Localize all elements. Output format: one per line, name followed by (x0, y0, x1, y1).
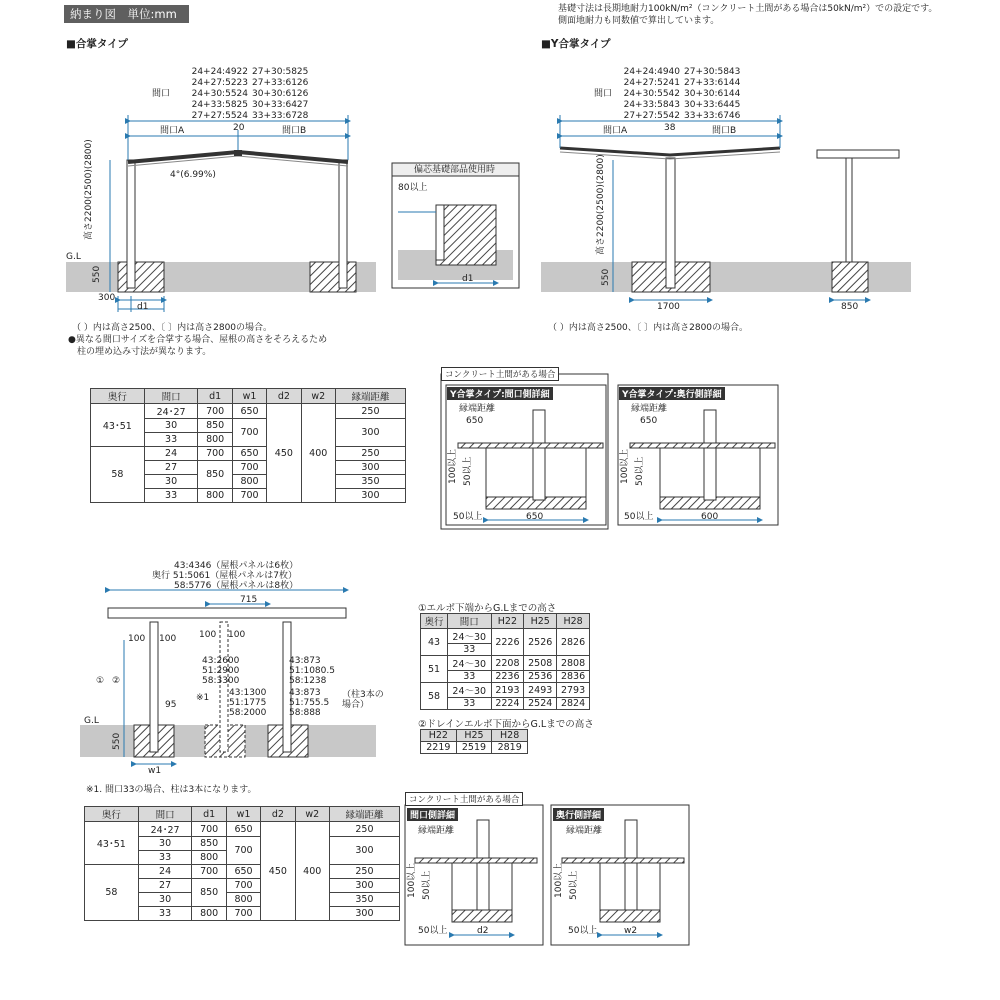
elbow-title: ①エルボ下端からG.Lまでの高さ (418, 603, 557, 614)
gassho-title: ■合掌タイプ (66, 38, 128, 50)
side-dim-58: 58:5776（屋根パネルは8枚） (174, 581, 299, 591)
foundation-right (310, 262, 356, 292)
y-height: 高さ2200(2500)(2800) (596, 154, 606, 255)
concrete-bottom-left-width: d2 (477, 926, 489, 936)
gassho-height: 高さ2200(2500)(2800) (84, 139, 94, 240)
concrete-bottom-w50-r: 50以上 (568, 926, 598, 936)
concrete-bottom-d50-l: 50以上 (422, 870, 432, 900)
side-dim-43: 43:4346（屋根パネルは6枚） (174, 561, 299, 571)
offset-box-dim: 80以上 (398, 183, 428, 193)
side-span-d: 43:873 51:755.5 58:888 (289, 688, 330, 718)
side-dim-51: 奥行 51:5061（屋根パネルは7枚） (152, 571, 297, 581)
side-span-a: 43:2600 51:2900 58:3300 (202, 656, 240, 686)
concrete-top-w50-r: 50以上 (624, 512, 654, 522)
gassho-label-b: 間口B (282, 126, 307, 136)
y-side-width: 850 (841, 302, 859, 312)
gassho-note-1: （ ）内は高さ2500、〔 〕内は高さ2800の場合。 (72, 323, 273, 333)
concrete-bottom-d100-l: 100以上 (407, 862, 417, 898)
concrete-top-d50-r: 50以上 (635, 456, 645, 486)
concrete-bottom-left-title: 間口側詳細 (407, 808, 458, 821)
spec-table-2: 奥行 間口 d1 w1 d2 w2 縁端距離 43･51 24･27 700 650 450 400 250 30 850 700 300 33 800 58 24 700 650 250 27 850 700 300 30 800 350 33 800 700 300 (84, 806, 400, 921)
side-d100d: 100 (228, 630, 246, 640)
concrete-top-left-width: 650 (526, 512, 544, 522)
gassho-dims-left: 24+24:4922 24+27:5223 24+30:5524 24+33:5825 27+27:5524 (191, 67, 248, 121)
y-label-a: 間口A (603, 126, 628, 136)
pillar-right (339, 160, 347, 288)
side-depth: 550 (112, 732, 122, 750)
y-center: 38 (664, 123, 676, 133)
drain-title: ②ドレインエルボ下面からG.Lまでの高さ (418, 719, 594, 730)
concrete-top-left-edge: 650 (466, 416, 484, 426)
concrete-top-right-edge: 650 (640, 416, 658, 426)
concrete-top-frame: コンクリート土間がある場合 (441, 367, 559, 381)
y-dims-right: 27+30:5843 27+33:6144 30+30:6144 30+33:6445 33+33:6746 (684, 67, 741, 121)
gassho-maguchi: 間口 (152, 89, 171, 99)
gassho-depth: 550 (92, 265, 102, 283)
header-title: 納まり図 単位:mm (64, 5, 189, 23)
concrete-top-right-width: 600 (701, 512, 719, 522)
side-c1: ① (96, 676, 105, 686)
side-span-b: 43:873 51:1080.5 58:1238 (289, 656, 335, 686)
concrete-bottom-right-width: w2 (624, 926, 638, 936)
gassho-dims-right: 27+30:5825 27+33:6126 30+30:6126 30+33:6427 33+33:6728 (252, 67, 309, 121)
side-span-c: 43:1300 51:1775 58:2000 (229, 688, 267, 718)
concrete-bottom-edge-r: 縁端距離 (566, 826, 603, 836)
side-footnote: ※1. 間口33の場合、柱は3本になります。 (86, 785, 257, 795)
offset-box-d1: d1 (462, 274, 474, 284)
concrete-bottom-right-title: 奥行側詳細 (553, 808, 604, 821)
gassho-label-a: 間口A (160, 126, 185, 136)
y-depth: 550 (601, 268, 611, 286)
y-dims-left: 24+24:4940 24+27:5241 24+30:5542 24+33:5843 27+27:5542 (623, 67, 680, 121)
concrete-bottom-frame: コンクリート土間がある場合 (405, 792, 523, 806)
concrete-top-d100-r: 100以上 (620, 448, 630, 484)
concrete-bottom-d50-r: 50以上 (569, 870, 579, 900)
gassho-offset: 300 (98, 293, 116, 303)
gassho-center: 20 (233, 123, 245, 133)
y-gassho-title: ■Y合掌タイプ (541, 38, 611, 50)
y-note: （ ）内は高さ2500、〔 〕内は高さ2800の場合。 (548, 323, 749, 333)
side-c2: ② (112, 676, 121, 686)
concrete-top-d50-l: 50以上 (463, 456, 473, 486)
side-d95: 95 (165, 700, 177, 710)
side-pillar-note: （柱3本の 場合） (342, 690, 384, 710)
side-d100c: 100 (199, 630, 217, 640)
side-w1: w1 (148, 766, 162, 776)
side-d715: 715 (240, 595, 258, 605)
concrete-bottom-d100-r: 100以上 (554, 862, 564, 898)
foundation-left (118, 262, 164, 292)
concrete-top-edge-r: 縁端距離 (631, 404, 668, 414)
y-label-b: 間口B (712, 126, 737, 136)
concrete-top-right-title: Y合掌タイプ:奥行側詳細 (619, 387, 725, 400)
side-ref1: ※1 (196, 693, 210, 703)
concrete-top-edge-l: 縁端距離 (459, 404, 496, 414)
pillar-left (127, 160, 135, 288)
y-width: 1700 (657, 302, 680, 312)
side-d100b: 100 (159, 634, 177, 644)
gassho-slope: 4°(6.99%) (170, 170, 216, 180)
side-gl: G.L (84, 716, 99, 726)
concrete-bottom-w50-l: 50以上 (418, 926, 448, 936)
side-d100a: 100 (128, 634, 146, 644)
top-note-1: 基礎寸法は長期地耐力100kN/m²（コンクリート土間がある場合は50kN/m²）での設定です。 (558, 4, 938, 14)
gassho-note-2: ●異なる間口サイズを合掌する場合、屋根の高さをそろえるため (68, 335, 328, 345)
top-note-2: 側面地耐力も同数値で算出しています。 (558, 16, 720, 26)
offset-box-title: 偏芯基礎部品使用時 (414, 165, 496, 175)
gassho-note-3: 柱の埋め込み寸法が異なります。 (68, 347, 212, 357)
concrete-top-d100-l: 100以上 (448, 448, 458, 484)
gassho-d1: d1 (137, 302, 149, 312)
drain-table: H22 H25 H28 2219 2519 2819 (420, 729, 528, 754)
concrete-top-left-title: Y合掌タイプ:間口側詳細 (447, 387, 553, 400)
concrete-bottom-edge-l: 縁端距離 (418, 826, 455, 836)
side-roof (108, 608, 346, 618)
concrete-top-w50-l: 50以上 (453, 512, 483, 522)
gassho-gl: G.L (66, 252, 81, 262)
spec-table-1: 奥行 間口 d1 w1 d2 w2 縁端距離 43･51 24･27 700 650 450 400 250 30 850 700 300 33 800 58 24 700 650 250 27 850 700 300 30 800 350 33 800 700 300 (90, 388, 406, 503)
elbow-table: 奥行 間口 H22 H25 H28 43 24〜30 2226 2526 2826 33 51 24〜30 2208 2508 2808 33 2236 2536 2836 58 24〜30 2193 2493 2793 33 2224 2524 2824 (420, 613, 590, 710)
y-maguchi: 間口 (594, 89, 613, 99)
